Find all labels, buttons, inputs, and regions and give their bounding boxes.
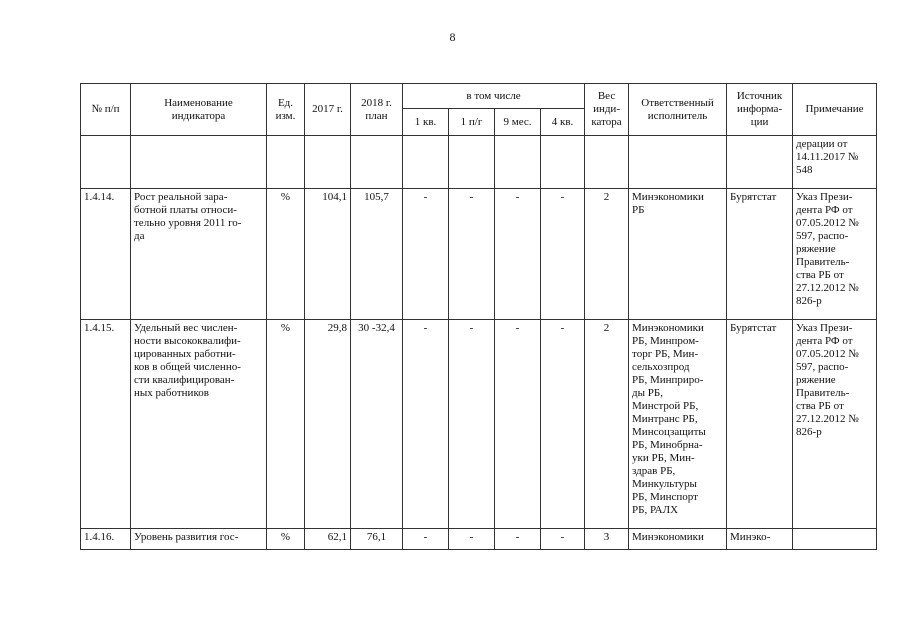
header-2018-plan: 2018 г. план <box>351 84 403 136</box>
cell-executor: Минэкономики <box>629 529 727 550</box>
cell-q4: - <box>541 189 585 320</box>
cell-q4: - <box>541 320 585 529</box>
cell-name: Уровень развития гос- <box>131 529 267 550</box>
cell-name: Удельный вес числен- ности высококвалифи- цированных работни- ков в общей численно- сти квалифицирован- ных работников <box>131 320 267 529</box>
cell-num: 1.4.14. <box>81 189 131 320</box>
cell-q4 <box>541 136 585 189</box>
cell-9m: - <box>495 189 541 320</box>
cell-2017: 104,1 <box>305 189 351 320</box>
cell-9m: - <box>495 529 541 550</box>
cell-h1: - <box>449 189 495 320</box>
header-executor: Ответственный исполнитель <box>629 84 727 136</box>
header-weight: Вес инди- катора <box>585 84 629 136</box>
cell-note <box>793 529 877 550</box>
header-name: Наименование индикатора <box>131 84 267 136</box>
header-2017: 2017 г. <box>305 84 351 136</box>
cell-note: дерации от 14.11.2017 № 548 <box>793 136 877 189</box>
header-note: Примечание <box>793 84 877 136</box>
header-h1: 1 п/г <box>449 109 495 136</box>
table-row <box>81 529 877 550</box>
cell-weight <box>585 136 629 189</box>
header-unit: Ед. изм. <box>267 84 305 136</box>
cell-9m: - <box>495 320 541 529</box>
cell-2018 <box>351 136 403 189</box>
cell-q1 <box>403 136 449 189</box>
cell-num <box>81 136 131 189</box>
cell-2018: 30 -32,4 <box>351 320 403 529</box>
cell-unit: % <box>267 320 305 529</box>
table-row <box>81 189 877 320</box>
cell-source: Минэко- <box>727 529 793 550</box>
cell-unit <box>267 136 305 189</box>
header-9m: 9 мес. <box>495 109 541 136</box>
indicators-table <box>80 83 877 550</box>
cell-unit: % <box>267 529 305 550</box>
cell-2017: 29,8 <box>305 320 351 529</box>
cell-9m <box>495 136 541 189</box>
cell-2018: 76,1 <box>351 529 403 550</box>
table-row <box>81 320 877 529</box>
cell-source: Бурятстат <box>727 320 793 529</box>
cell-h1: - <box>449 529 495 550</box>
header-source: Источник информа- ции <box>727 84 793 136</box>
cell-weight: 2 <box>585 320 629 529</box>
table-row <box>81 136 877 189</box>
cell-weight: 2 <box>585 189 629 320</box>
header-q1: 1 кв. <box>403 109 449 136</box>
cell-note: Указ Прези- дента РФ от 07.05.2012 № 597, распо- ряжение Правитель- ства РБ от 27.12.2012 № 826-р <box>793 320 877 529</box>
cell-q1: - <box>403 320 449 529</box>
header-row <box>81 84 877 109</box>
cell-q1: - <box>403 189 449 320</box>
header-num: № п/п <box>81 84 131 136</box>
cell-executor: Минэкономики РБ, Минпром- торг РБ, Мин- сельхозпрод РБ, Минприро- ды РБ, Минстрой РБ, Минтранс РБ, Минсоцзащиты РБ, Минобрна- уки РБ, Мин- здрав РБ, Минкультуры РБ, Минспорт РБ, РАЛХ <box>629 320 727 529</box>
cell-weight: 3 <box>585 529 629 550</box>
cell-num: 1.4.15. <box>81 320 131 529</box>
cell-h1: - <box>449 320 495 529</box>
cell-name <box>131 136 267 189</box>
cell-2017: 62,1 <box>305 529 351 550</box>
header-q4: 4 кв. <box>541 109 585 136</box>
cell-h1 <box>449 136 495 189</box>
cell-num: 1.4.16. <box>81 529 131 550</box>
cell-executor <box>629 136 727 189</box>
cell-2018: 105,7 <box>351 189 403 320</box>
cell-unit: % <box>267 189 305 320</box>
cell-source: Бурятстат <box>727 189 793 320</box>
header-including: в том числе <box>403 84 585 109</box>
cell-note: Указ Прези- дента РФ от 07.05.2012 № 597, распо- ряжение Правитель- ства РБ от 27.12.2012 № 826-р <box>793 189 877 320</box>
cell-q1: - <box>403 529 449 550</box>
cell-q4: - <box>541 529 585 550</box>
cell-name: Рост реальной зара- ботной платы относи- тельно уровня 2011 го- да <box>131 189 267 320</box>
cell-2017 <box>305 136 351 189</box>
cell-executor: Минэкономики РБ <box>629 189 727 320</box>
page-number: 8 <box>449 30 456 44</box>
cell-source <box>727 136 793 189</box>
